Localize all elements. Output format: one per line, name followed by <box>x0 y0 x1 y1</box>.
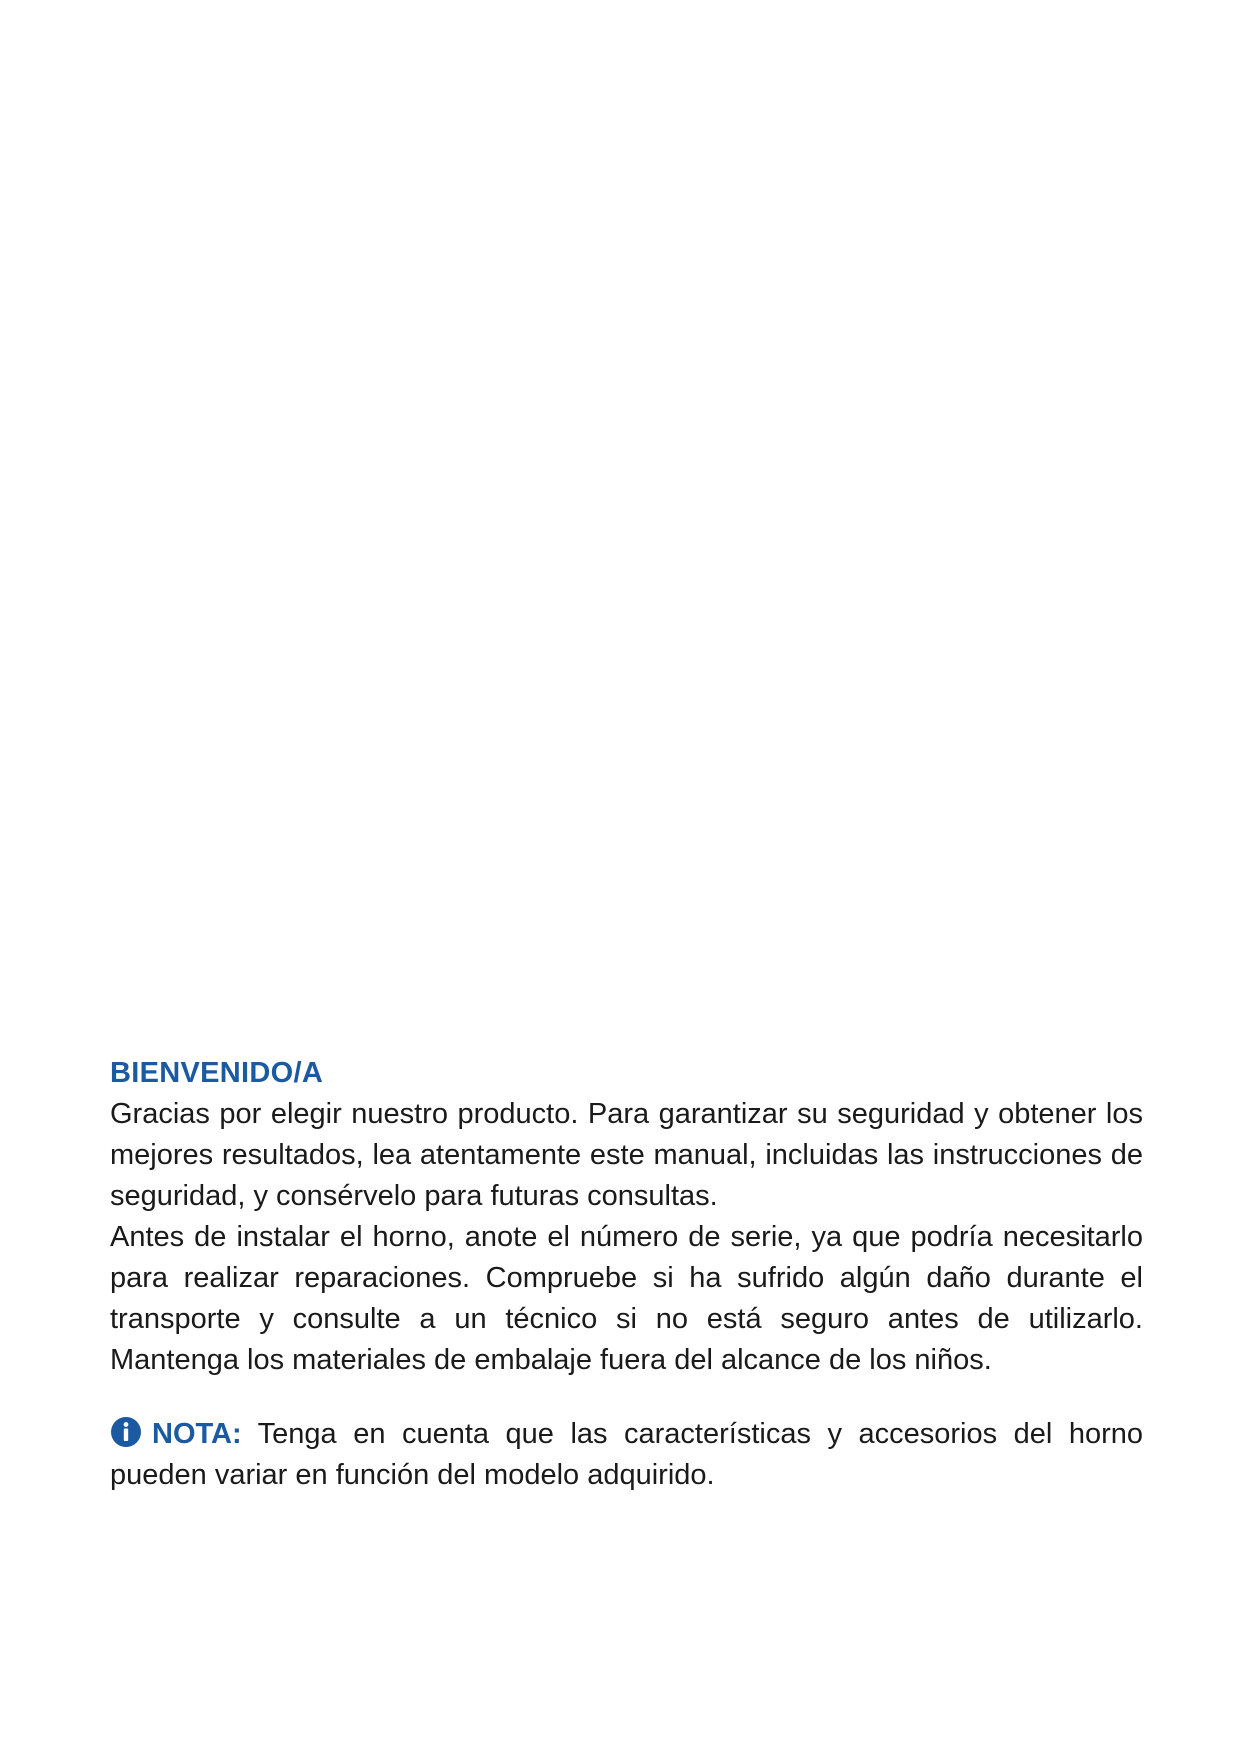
welcome-section <box>110 1053 1143 1496</box>
section-heading: BIENVENIDO/A <box>110 1057 324 1089</box>
note-label: NOTA: <box>152 1418 242 1450</box>
installation-paragraph: Antes de instalar el horno, anote el número de serie, ya que podría necesitarlo para realizar reparaciones. Compruebe si ha sufrido algún daño durante el transporte y consulte a un técnico si no está seguro antes de utilizarlo. Mantenga los materiales de embalaje fuera del alcance de los niños. <box>110 1221 1143 1376</box>
info-icon <box>110 1416 142 1448</box>
note-block <box>110 1414 1143 1496</box>
note-text: Tenga en cuenta que las características y accesorios del horno pueden variar en función del modelo adquirido. <box>110 1418 1143 1491</box>
intro-paragraph: Gracias por elegir nuestro producto. Para garantizar su seguridad y obtener los mejores resultados, lea atentamente este manual, incluidas las instrucciones de seguridad, y consérvelo para futuras consultas. <box>110 1098 1143 1212</box>
